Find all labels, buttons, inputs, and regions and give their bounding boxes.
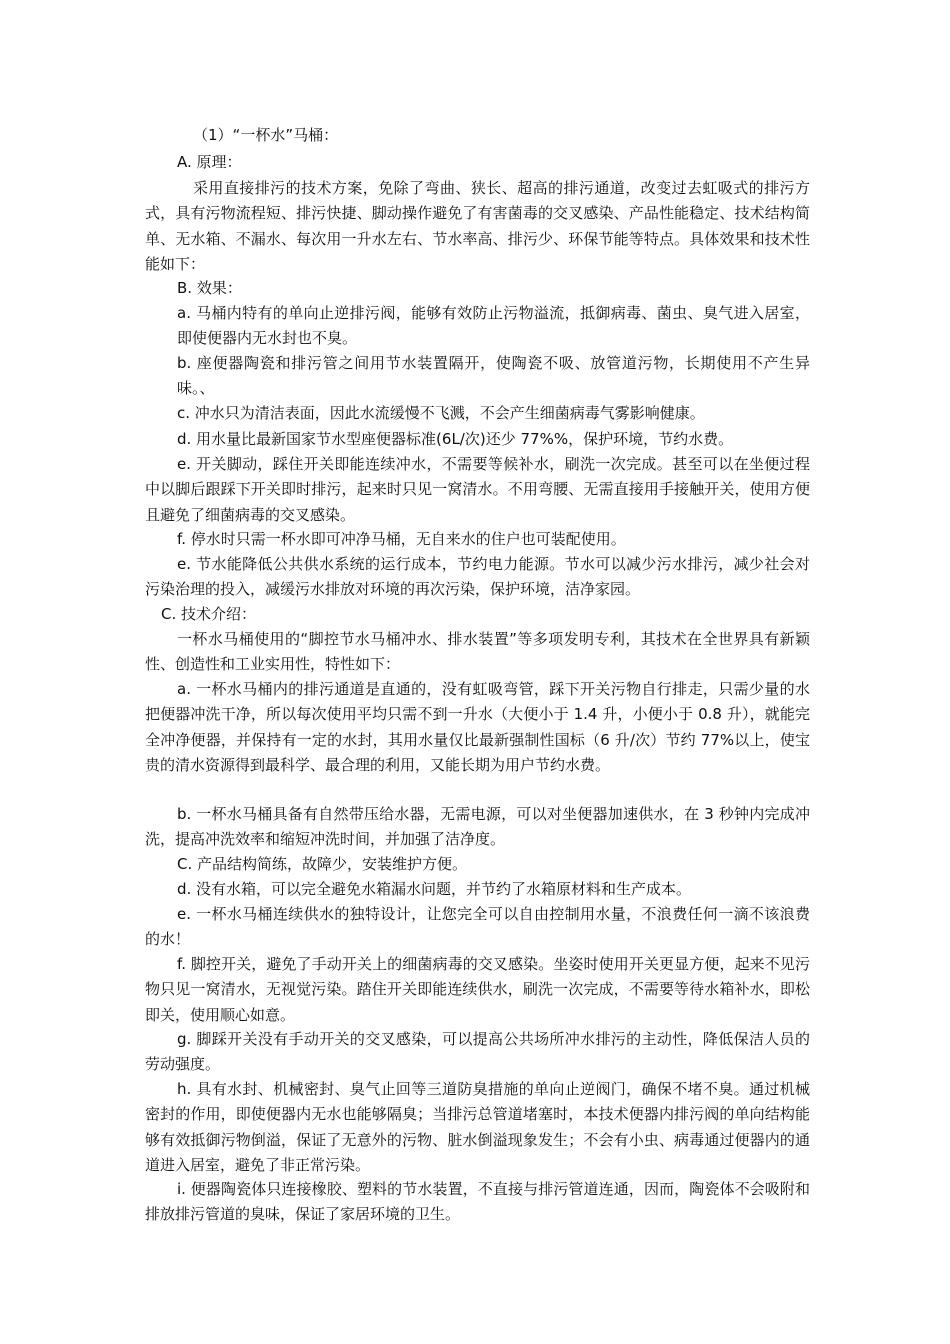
effects-label: B. 效果： (177, 279, 242, 297)
tech-item-e: e. 一杯水马桶连续供水的独特设计，让您完全可以自由控制用水量，不浪费任何一滴不该浪费的水！ (145, 905, 810, 949)
effect-item-d: d. 用水量比最新国家节水型座便器标准(6L/次)还少 77%%，保护环境，节约水费。 (177, 430, 734, 448)
tech-item-d: d. 没有水箱，可以完全避免水箱漏水问题，并节约了水箱原材料和生产成本。 (177, 880, 692, 898)
section-heading: （1）“一杯水”马桶： (193, 126, 339, 144)
tech-label: C. 技术介绍： (161, 605, 257, 623)
tech-intro: 一杯水马桶使用的“脚控节水马桶冲水、排水装置”等多项发明专利，其技术在全世界具有新颖性、创造性和工业实用性，特性如下： (145, 630, 810, 674)
tech-item-a: a. 一杯水马桶内的排污通道是直通的，没有虹吸弯管，踩下开关污物自行排走，只需少量的水把便器冲洗干净，所以每次使用平均只需不到一升水（大便小于 1.4 升，小便小于 0.8 升），就能完全冲净便器，并保持有一定的水封，其用水量仅比最新强制性国标（6 升/次）节约 77%以上，使宝贵的清水资源得到最科学、最合理的利用，又能长期为用户节约水费。 (145, 680, 810, 774)
tech-item-h: h. 具有水封、机械密封、臭气止回等三道防臭措施的单向止逆阀门，确保不堵不臭。通过机械密封的作用，即使便器内无水也能够隔臭；当排污总管道堵塞时，本技术便器内排污阀的单向结构能够有效抵御污物倒溢，保证了无意外的污物、脏水倒溢现象发生；不会有小虫、病毒通过便器内的通道进入居室，避免了非正常污染。 (145, 1080, 810, 1174)
effect-item-e2: e. 节水能降低公共供水系统的运行成本，节约电力能源。节水可以减少污水排污，减少社会对污染治理的投入，减缓污水排放对环境的再次污染，保护环境，洁净家园。 (145, 555, 810, 599)
effect-item-b: b. 座便器陶瓷和排污管之间用节水装置隔开，使陶瓷不吸、放管道污物，长期使用不产生异味。、 (177, 354, 810, 398)
effect-item-f: f. 停水时只需一杯水即可冲净马桶，无自来水的住户也可装配使用。 (177, 530, 626, 548)
principle-label: A. 原理： (177, 153, 242, 171)
tech-item-f: f. 脚控开关，避免了手动开关上的细菌病毒的交叉感染。坐姿时使用开关更显方便，起来不见污物只见一窝清水，无视觉污染。踏住开关即能连续供水，刷洗一次完成，不需要等待水箱补水，即松即关，使用顺心如意。 (145, 955, 810, 1024)
tech-item-g: g. 脚踩开关没有手动开关的交叉感染，可以提高公共场所冲水排污的主动性，降低保洁人员的劳动强度。 (145, 1030, 810, 1074)
effect-item-a: a. 马桶内特有的单向止逆排污阀，能够有效防止污物溢流，抵御病毒、菌虫、臭气进入居室，即使便器内无水封也不臭。 (177, 304, 810, 348)
effect-item-c: c. 冲水只为清洁表面，因此水流缓慢不飞溅，不会产生细菌病毒气雾影响健康。 (177, 404, 705, 422)
tech-item-b: b. 一杯水马桶具备有自然带压给水器，无需电源，可以对坐便器加速供水，在 3 秒钟内完成冲洗，提高冲洗效率和缩短冲洗时间，并加强了洁净度。 (145, 805, 810, 849)
effect-item-e1: e. 开关脚动，踩住开关即能连续冲水，不需要等候补水，刷洗一次完成。甚至可以在坐便过程中以脚后跟踩下开关即时排污，起来时只见一窝清水。不用弯腰、无需直接用手接触开关，使用方便且避免了细菌病毒的交叉感染。 (145, 455, 810, 524)
tech-item-c: C. 产品结构简练，故障少，安装维护方便。 (177, 855, 468, 873)
tech-item-i: i. 便器陶瓷体只连接橡胶、塑料的节水装置，不直接与排污管道连通，因而，陶瓷体不会吸附和排放排污管道的臭味，保证了家居环境的卫生。 (145, 1180, 810, 1224)
principle-text: 采用直接排污的技术方案，免除了弯曲、狭长、超高的排污通道，改变过去虹吸式的排污方式，具有污物流程短、排污快捷、脚动操作避免了有害菌毒的交叉感染、产品性能稳定、技术结构简单、无水箱、不漏水、每次用一升水左右、节水率高、排污少、环保节能等特点。具体效果和技术性能如下： (145, 179, 810, 273)
